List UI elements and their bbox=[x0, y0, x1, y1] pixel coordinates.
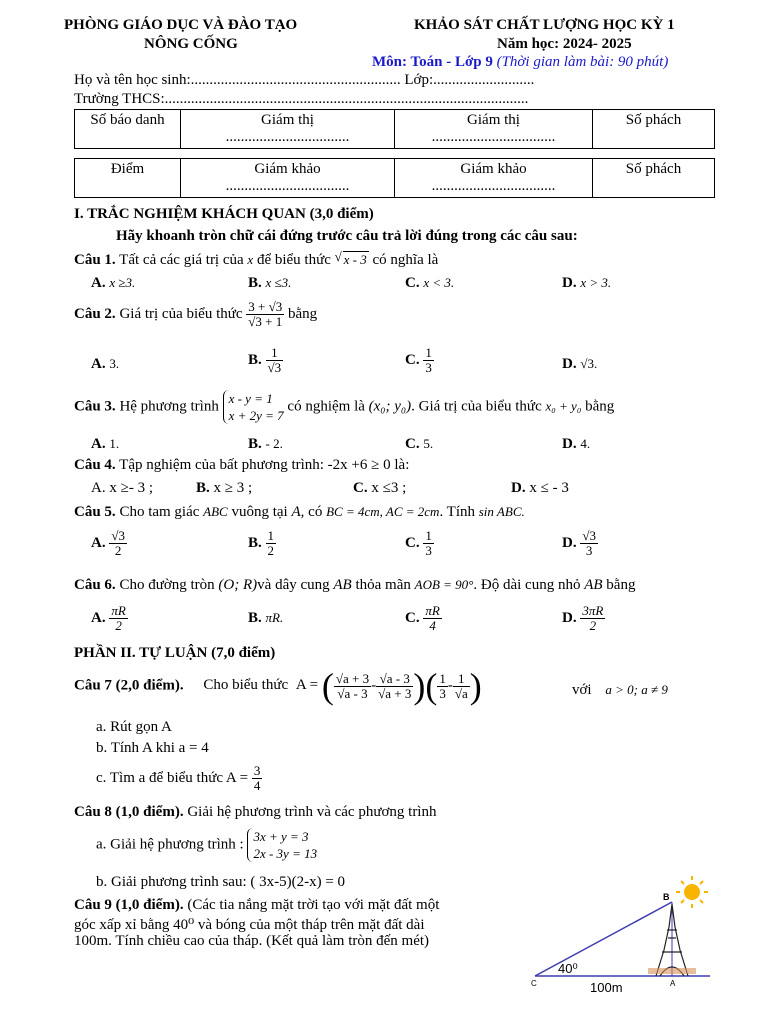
tower-figure bbox=[520, 872, 720, 1002]
q6-opt-d: D. $\frac{3\pi R}{2}$ bbox=[562, 603, 604, 633]
q3-opt-c: C. 5. bbox=[405, 436, 434, 452]
fig-length-label: 100m bbox=[590, 980, 623, 995]
q8-part-b: b. Giải phương trình sau: ( 3x-5)(2-x) = 0 bbox=[96, 874, 346, 890]
q1-opt-a: A. x ≥3. bbox=[91, 275, 136, 291]
part1-title: I. TRẮC NGHIỆM KHÁCH QUAN (3,0 điểm) bbox=[74, 206, 374, 222]
q6-stem: Câu 6. Cho đường tròn (O; R)và dây cung AB thỏa mãn AOB = 90°. Độ dài cung nhỏ AB bằng bbox=[74, 577, 636, 593]
q8-stem: Câu 8 (1,0 điểm). Giải hệ phương trình và các phương trình bbox=[74, 804, 437, 820]
q4-opt-c: C. x ≤3 ; bbox=[353, 480, 407, 496]
school-year: Năm học: 2024- 2025 bbox=[497, 36, 632, 52]
q6-opt-a: A. $\frac{\pi R}{2}$ bbox=[91, 603, 126, 633]
q9-line3: 100m. Tính chiều cao của tháp. (Kết quả làm tròn đến mét) bbox=[74, 933, 430, 949]
q4-stem: Câu 4. Tập nghiệm của bất phương trình: -2x +6 ≥ 0 là: bbox=[74, 457, 410, 473]
q5-stem: Câu 5. Cho tam giác ABC vuông tại A, có BC = 4cm, AC = 2cm. Tính sin ABC. bbox=[74, 504, 525, 520]
fig-label-b: B bbox=[663, 892, 670, 902]
q7-condition: với a > 0; a ≠ 9 bbox=[572, 682, 668, 698]
q4-opt-d: D. x ≤ - 3 bbox=[511, 480, 569, 496]
cell-supervisor-2: Giám thị ................................. bbox=[395, 110, 593, 149]
subject-line bbox=[372, 54, 668, 71]
cell-examiner-1: Giám khảo ................................. bbox=[181, 159, 395, 198]
exam-title: KHẢO SÁT CHẤT LƯỢNG HỌC KỲ 1 bbox=[414, 17, 675, 33]
q1-opt-c: C. x < 3. bbox=[405, 275, 455, 291]
q4-opt-a: A. x ≥- 3 ; bbox=[91, 480, 153, 496]
q7-part-c: c. Tìm a để biểu thức A = $\frac{3}{4}$ bbox=[96, 763, 261, 793]
q3-opt-d: D. 4. bbox=[562, 436, 591, 452]
sun-ray-line bbox=[535, 902, 672, 976]
cell-diem: Điểm bbox=[75, 159, 181, 198]
q1-opt-d: D. x > 3. bbox=[562, 275, 612, 291]
part2-title: PHẦN II. TỰ LUẬN (7,0 điểm) bbox=[74, 645, 276, 661]
q4-opt-b: B. x ≥ 3 ; bbox=[196, 480, 253, 496]
q9-line1: Câu 9 (1,0 điểm). (Các tia nắng mặt trời tạo với mặt đất một bbox=[74, 897, 440, 913]
q1-opt-b: B. x ≤3. bbox=[248, 275, 292, 291]
student-name-line: Họ và tên học sinh:........................................................ Lớp:........................... bbox=[74, 72, 535, 88]
fig-label-c: C bbox=[531, 979, 537, 988]
q8-part-a: a. Giải hệ phương trình : 3x + y = 3 2x - 3y = 13 bbox=[96, 829, 318, 861]
duration: (Thời gian làm bài: 90 phút) bbox=[496, 54, 669, 70]
q5-opt-d: D. $\frac{√3}{3}$ bbox=[562, 528, 596, 558]
fig-label-a: A bbox=[670, 979, 676, 988]
q5-opt-c: C. $\frac{1}{3}$ bbox=[405, 528, 432, 558]
q2-opt-b: B. $\frac{1}{√3}$ bbox=[248, 345, 282, 375]
candidate-table bbox=[74, 109, 715, 149]
ground-bushes bbox=[648, 968, 696, 974]
cell-so-phach-2: Số phách bbox=[593, 159, 715, 198]
q3-stem: Câu 3. Hệ phương trình x - y = 1 x + 2y = 7 có nghiệm là (x₀; y₀). Giá trị của biểu thức x₀ + y₀ bằng bbox=[74, 391, 615, 423]
q6-opt-c: C. $\frac{\pi R}{4}$ bbox=[405, 603, 440, 633]
q9-line2: góc xấp xỉ bằng 40⁰ và bóng của một tháp trên mặt đất dài bbox=[74, 917, 425, 933]
cell-supervisor-1: Giám thị ................................. bbox=[181, 110, 395, 149]
score-table bbox=[74, 158, 715, 198]
q2-opt-c: C. $\frac{1}{3}$ bbox=[405, 345, 432, 375]
dept-line2: NÔNG CỐNG bbox=[144, 36, 238, 52]
dept-line1: PHÒNG GIÁO DỤC VÀ ĐÀO TẠO bbox=[64, 17, 298, 33]
sun-icon bbox=[676, 876, 708, 908]
q5-opt-b: B. $\frac{1}{2}$ bbox=[248, 528, 275, 558]
q2-stem: Câu 2. Giá trị của biểu thức $\frac{3 + √3}{√3 + 1}$ bằng bbox=[74, 299, 318, 329]
q6-opt-b: B. πR. bbox=[248, 610, 284, 626]
cell-so-phach-1: Số phách bbox=[593, 110, 715, 149]
school-line: Trường THCS:................................................................................................. bbox=[74, 91, 529, 107]
subject: Môn: Toán - Lớp 9 bbox=[372, 54, 493, 70]
fig-angle-label: 40⁰ bbox=[558, 961, 578, 976]
part1-instruction: Hãy khoanh tròn chữ cái đứng trước câu trả lời đúng trong các câu sau: bbox=[116, 228, 578, 244]
q3-opt-b: B. - 2. bbox=[248, 436, 283, 452]
q7-part-a: a. Rút gọn A bbox=[96, 719, 172, 735]
q7-stem: Câu 7 (2,0 điểm). Cho biểu thức A = ( $\frac{√a + 3}{√a - 3}$ - $\frac{√a - 3}{√a + 3}$ )( $\frac{1}{3}$ - $\frac{1}{√a}$ ) bbox=[74, 666, 482, 706]
q3-opt-a: A. 1. bbox=[91, 436, 120, 452]
cell-sbd: Số báo danh bbox=[75, 110, 181, 149]
cell-examiner-2: Giám khảo ................................. bbox=[395, 159, 593, 198]
q7-part-b: b. Tính A khi a = 4 bbox=[96, 740, 209, 756]
q2-opt-a: A. 3. bbox=[91, 356, 120, 372]
q5-opt-a: A. $\frac{√3}{2}$ bbox=[91, 528, 125, 558]
q2-opt-d: D. √3. bbox=[562, 356, 598, 372]
q1-stem: Câu 1. Tất cả các giá trị của x để biểu thức √ x - 3 có nghĩa là bbox=[74, 251, 438, 269]
